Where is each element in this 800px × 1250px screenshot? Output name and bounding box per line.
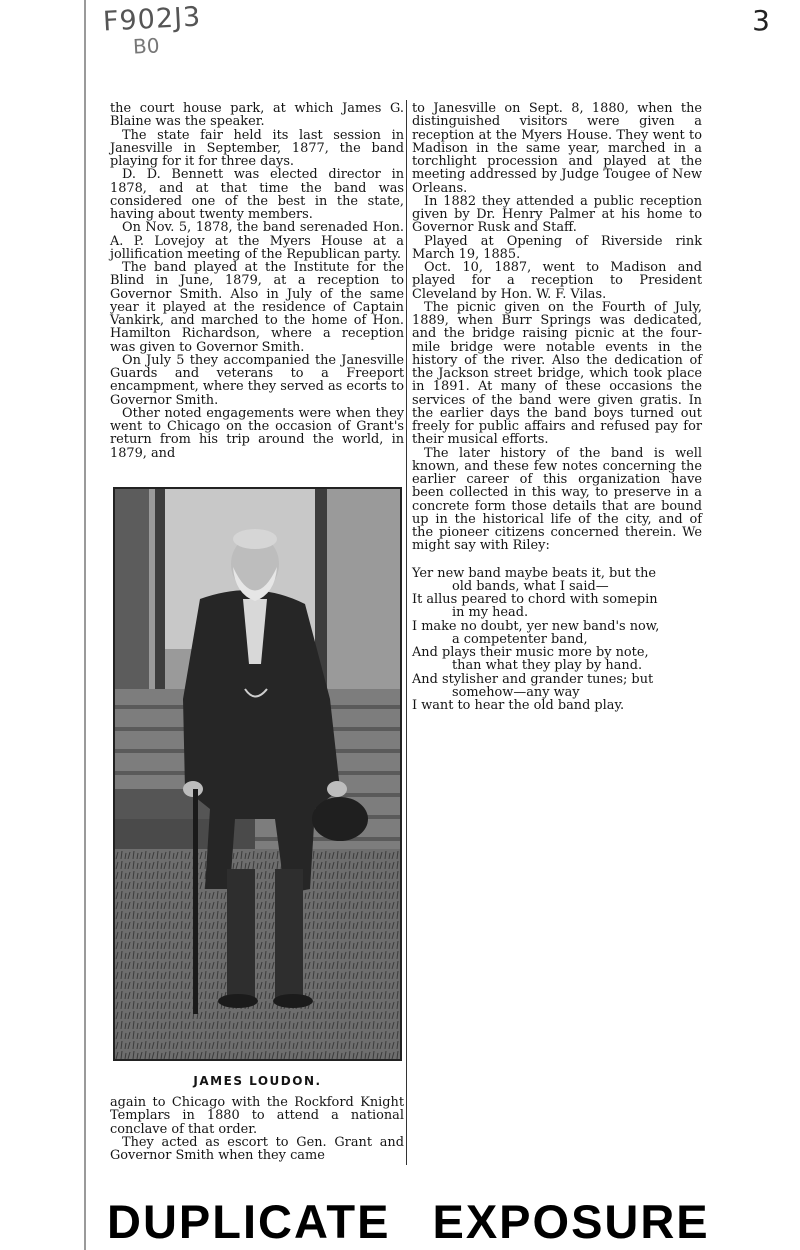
paragraph: The picnic given on the Fourth of July, 1889, when Burr Springs was dedicated, and the bridge raising picnic at the four-mile bridge were notable events in the history of the river. Also the dedication of the Jackson street bridge, which took place in 1891. At many of these occasions the services of the band were given gratis. In the earlier days the band boys turned out freely for public affairs and refused pay for their musical efforts. [412, 299, 702, 448]
stamp-word: DUPLICATE [107, 1195, 391, 1248]
paragraph: Oct. 10, 1887, went to Madison and played for a reception to President Cleveland by Hon. W. F. Vilas. [412, 260, 702, 302]
poem-line: than what they play by hand. [452, 658, 643, 674]
page-number: 3 [752, 4, 770, 37]
scan-edge-line [84, 0, 86, 1250]
right-column [412, 102, 702, 712]
paragraph: Other noted engagements were when they went to Chicago on the occasion of Grant's return from his trip around the world, in 1879, and [110, 405, 404, 461]
poem-line: I make no doubt, yer new band's now, [412, 618, 660, 634]
poem-line: It allus peared to chord with somepin [412, 592, 658, 607]
paragraph: In 1882 they attended a public reception given by Dr. Henry Palmer at his home to Governor Rusk and Staff. [412, 193, 702, 236]
poem-line: I want to hear the old band play. [412, 698, 625, 713]
paragraph: They acted as escort to Gen. Grant and Governor Smith when they came [110, 1134, 404, 1163]
poem-line: a competenter band, [452, 631, 588, 647]
left-column-bottom [110, 1096, 404, 1162]
duplicate-exposure-stamp [107, 1194, 727, 1249]
paragraph: On July 5 they accompanied the Janesville Guards and veterans to a Freeport encampment, where they served as ecorts to Governor Smith. [110, 352, 404, 408]
paragraph: On Nov. 5, 1878, the band serenaded Hon. A. P. Lovejoy at the Myers House at a jollification meeting of the Republican party. [110, 220, 404, 262]
riley-poem [412, 567, 702, 713]
paragraph: The band played at the Institute for the Blind in June, 1879, at a reception to Governor Smith. Also in July of the same year it played at the residence of Captain Vankirk, and marched to the home of Hon. Hamilton Richardson, where a reception was given to Governor Smith. [110, 260, 404, 355]
paragraph: again to Chicago with the Rockford Knight Templars in 1880 to attend a national conclave of that order. [110, 1095, 404, 1137]
poem-line: And plays their music more by note, [412, 645, 649, 660]
paragraph: D. D. Bennett was elected director in 1878, and at that time the band was considered one of the best in the state, having about twenty members. [110, 167, 404, 222]
catalog-reference-note: F902J3 [102, 1, 202, 38]
column-divider [406, 100, 407, 1165]
poem-line: Yer new band maybe beats it, but the [412, 565, 656, 581]
portrait-illustration [115, 489, 400, 1059]
portrait-photo [113, 487, 402, 1061]
left-column-top [110, 102, 404, 460]
catalog-sub-note: B0 [132, 33, 161, 59]
poem-line: And stylisher and grander tunes; but [412, 671, 654, 687]
poem-line: in my head. [452, 605, 529, 621]
paragraph: The state fair held its last session in Janesville in September, 1877, the band playing for it for three days. [110, 127, 404, 169]
stamp-word: EXPOSURE [432, 1195, 710, 1248]
paragraph: Played at Opening of Riverside rink March 19, 1885. [412, 233, 702, 262]
poem-line: old bands, what I said— [452, 578, 609, 594]
paragraph: to Janesville on Sept. 8, 1880, when the distinguished visitors were given a reception at the Myers House. They went to Madison in the same year, marched in a torchlight procession and played at the meeting addressed by Judge Tougee of New Orleans. [412, 101, 702, 196]
paragraph: the court house park, at which James G. Blaine was the speaker. [110, 101, 404, 130]
paragraph: The later history of the band is well known, and these few notes concerning the earlier career of this organization have been collected in this way, to preserve in a concrete form those details that are bound up in the historical life of the city, and of the pioneer citizens concerned therein. We might say with Riley: [412, 445, 702, 554]
poem-line: somehow—any way [452, 684, 580, 700]
photo-caption: JAMES LOUDON. [193, 1074, 322, 1088]
